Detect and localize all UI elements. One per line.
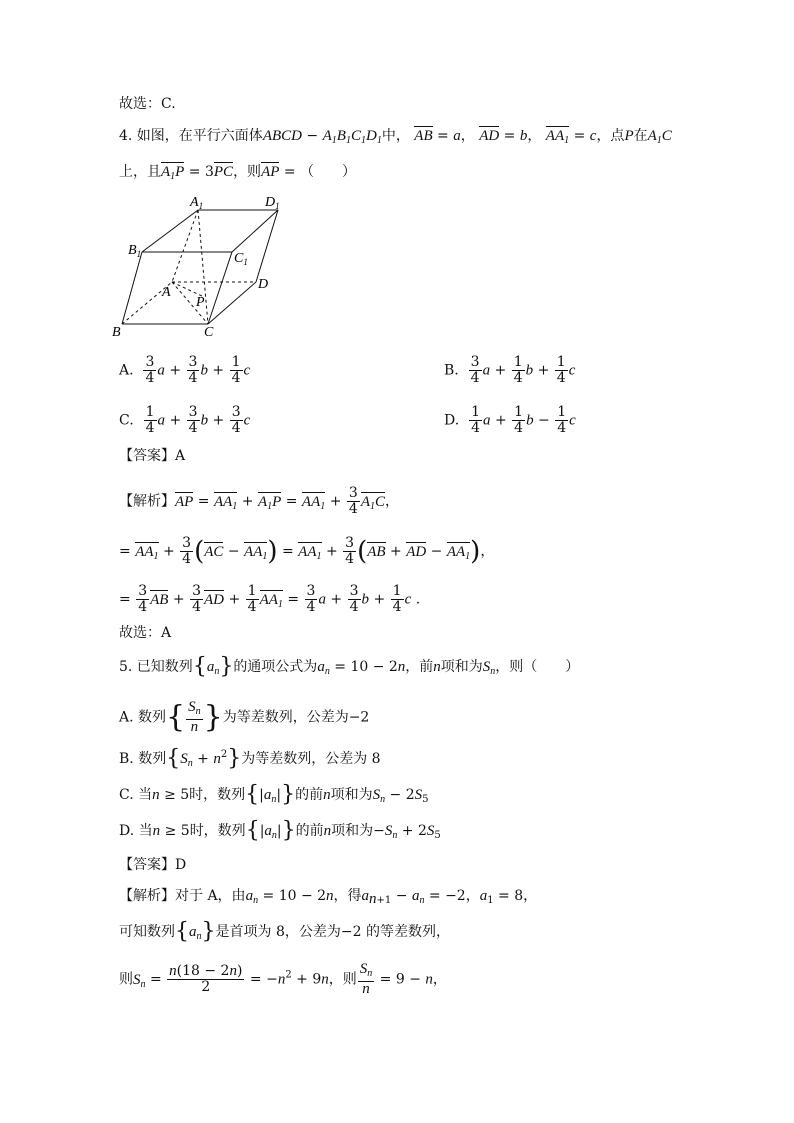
q5-analysis-line3: 则$S_n$ = $\frac{n(18 - 2n)}{2}$ = $-n^2 + 9n$，则 $\frac{S_n}{n}$ = 9 − n， [119, 961, 447, 997]
q5-stem: 5. 已知数列$\{a_n\}$的通项公式为$a_n = 10 - 2n$，前n项和为$S_n$，则（ ） [119, 654, 580, 679]
q4-stem-line1: 4. 如图，在平行六面体ABCD − $A_1B_1C_1D_1$中， AB = a， AD = b， $AA_1 = c$，点P在$A_1C$ [119, 126, 672, 151]
choice-B[interactable]: B. $\frac{3}{4}$ a + $\frac{1}{4}$ b + $\frac{1}{4}$ c [444, 354, 576, 386]
label-D1: $D_1$ [265, 195, 280, 211]
choice-A[interactable]: A. $\frac{3}{4}$ a + $\frac{3}{4}$ b + $\frac{1}{4}$ c [119, 354, 251, 386]
label-B1: $B_1$ [128, 243, 142, 259]
q5-choice-B[interactable]: B. 数列$\{S_n + n^2\}$为等差数列，公差为 8 [119, 746, 381, 771]
q4-end: 故选：A [119, 625, 172, 641]
q4-analysis-line2: = $AA_1$ + $\frac{3}{4}$ $(AC - AA_1) = AA_1$ + $\frac{3}{4}$ (AB + AD − $AA_1$)， [119, 535, 495, 567]
parallelepiped-figure [110, 192, 300, 342]
label-A1: $A_1$ [190, 195, 204, 211]
label-C: C [204, 325, 214, 340]
choice-D[interactable]: D. $\frac{1}{4}$ a + $\frac{1}{4}$ b − $\frac{1}{4}$ c [444, 404, 576, 436]
q5-choice-D[interactable]: D. 当n ≥ 5时，数列$\{|a_n|\}$的前n项和为$-S_n + 2S_5$ [119, 818, 441, 843]
label-A: A [162, 285, 171, 300]
q5-analysis-line2: 可知数列$\{a_n\}$是首项为 8，公差为−2 的等差数列， [119, 919, 450, 944]
q4-analysis-line1: 【解析】AP = $AA_1 + A_1P = AA_1$ + $\frac{3}{4}$ $A_1C$， [119, 485, 399, 517]
q5-analysis-line1: 【解析】对于 A，由$a_n = 10 - 2n$，得$a_{n+1} - a_n = -2$，$a_1 = 8$， [119, 888, 538, 907]
q4-analysis-line3: = $\frac{3}{4}$ AB + $\frac{3}{4}$ AD + $\frac{1}{4}$ $AA_1$ = $\frac{3}{4}$ a + $\frac{3}{4}$ b + $\frac{1}{4}$ c . [119, 583, 421, 615]
choice-C[interactable]: C. $\frac{1}{4}$ a + $\frac{3}{4}$ b + $\frac{3}{4}$ c [119, 404, 251, 436]
q5-choice-A[interactable]: A. 数列{ $\frac{S_n}{n}$ }为等差数列，公差为−2 [119, 699, 370, 735]
q5-answer: 【答案】D [119, 857, 187, 873]
label-C1: $C_1$ [234, 251, 248, 267]
label-P: P [196, 295, 205, 310]
q5-choice-C[interactable]: C. 当n ≥ 5时，数列$\{|a_n|\}$的前n项和为$S_n - 2S_5$ [119, 782, 429, 807]
label-D: D [258, 277, 269, 292]
label-B: B [112, 325, 121, 340]
q4-stem-line2: 上，且$A_1P = 3PC$，则AP = （ ） [119, 162, 356, 187]
previous-answer-line: 故选：C. [119, 96, 176, 112]
q4-answer: 【答案】A [119, 448, 186, 464]
